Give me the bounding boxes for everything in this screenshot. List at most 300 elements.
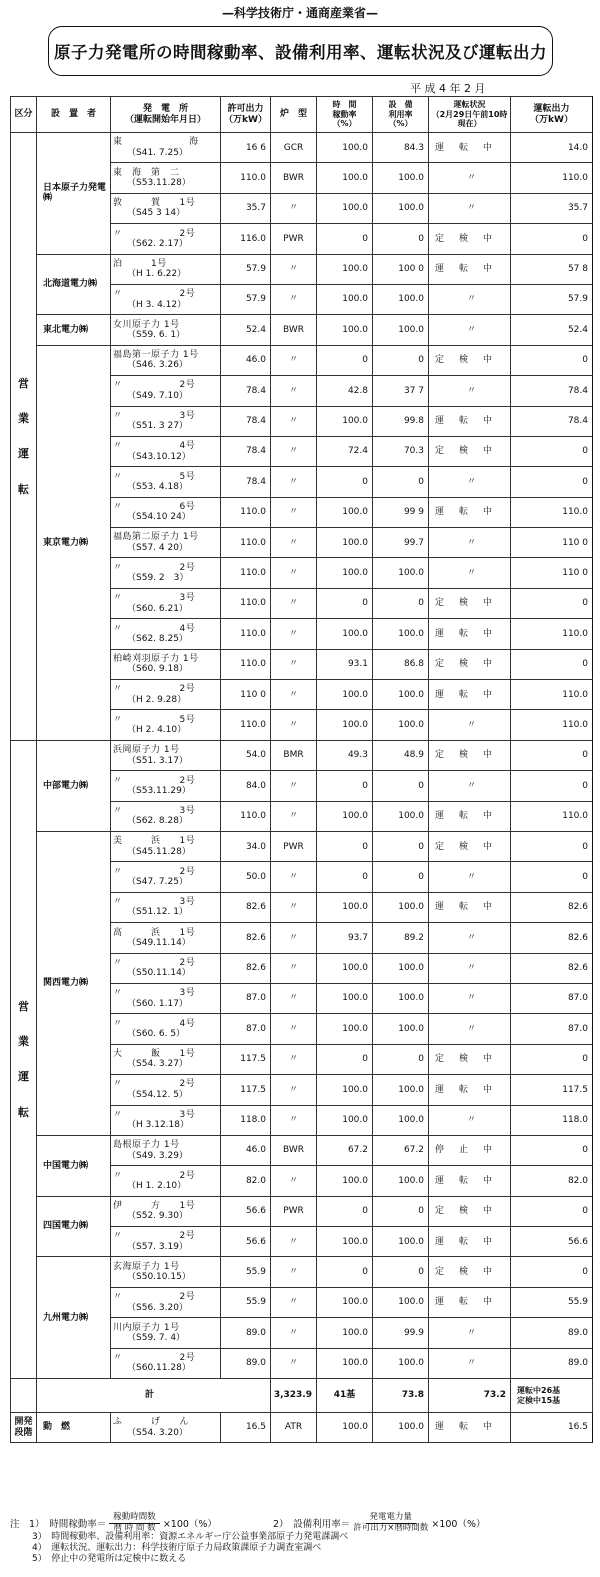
capacity-cell: 87.0 bbox=[221, 983, 271, 1013]
capacity-cell: 84.0 bbox=[221, 771, 271, 801]
util-rate-cell: 100 0 bbox=[373, 254, 429, 284]
util-rate-cell: 100.0 bbox=[373, 801, 429, 831]
util-rate-cell: 0 bbox=[373, 467, 429, 497]
station-name: 美 浜 1号 bbox=[113, 836, 196, 847]
table-row bbox=[11, 1135, 593, 1165]
station-cell bbox=[111, 983, 221, 1013]
station-start-date: （H 2. 9.28） bbox=[127, 694, 187, 705]
reactor-type-cell: PWR bbox=[271, 831, 317, 861]
capacity-cell: 78.4 bbox=[221, 376, 271, 406]
reactor-type-cell: 〃 bbox=[271, 771, 317, 801]
development-row bbox=[11, 1413, 593, 1443]
station-name: 島根原子力 1号 bbox=[113, 1140, 180, 1151]
station-start-date: （S62. 8.25） bbox=[127, 633, 188, 644]
table-row bbox=[11, 254, 593, 284]
output-cell: 0 bbox=[511, 740, 593, 770]
station-cell bbox=[111, 406, 221, 436]
station-name: 〃 4号 bbox=[113, 441, 196, 452]
capacity-cell: 55.9 bbox=[221, 1257, 271, 1287]
station-cell bbox=[111, 892, 221, 922]
total-util-rate: 73.2 bbox=[429, 1379, 511, 1413]
capacity-cell: 78.4 bbox=[221, 436, 271, 466]
station-start-date: （H 3.12.18） bbox=[127, 1120, 189, 1131]
station-start-date: （S46. 3.26） bbox=[127, 360, 188, 371]
output-cell: 110 0 bbox=[511, 528, 593, 558]
station-cell bbox=[111, 862, 221, 892]
station-start-date: （S51. 3.17） bbox=[127, 755, 188, 766]
station-start-date: （H 3. 4.12） bbox=[127, 299, 187, 310]
col-status: 運転状況 （2月29日午前10時現在） bbox=[429, 97, 511, 133]
station-name: 〃 3号 bbox=[113, 988, 196, 999]
station-name: 高 浜 1号 bbox=[113, 927, 196, 938]
station-name: 〃 4号 bbox=[113, 1018, 196, 1029]
station-start-date: （S53.11.29） bbox=[127, 785, 191, 796]
station-cell bbox=[111, 436, 221, 466]
reactor-type-cell: 〃 bbox=[271, 193, 317, 223]
station-name: 〃 3号 bbox=[113, 1109, 196, 1120]
total-units: 41基 bbox=[317, 1379, 373, 1413]
reactor-type-cell: 〃 bbox=[271, 710, 317, 740]
station-start-date: （S54. 3.27） bbox=[127, 1059, 188, 1070]
station-cell bbox=[111, 831, 221, 861]
station-start-date: （S57. 4 20） bbox=[127, 542, 188, 553]
capacity-cell: 55.9 bbox=[221, 1287, 271, 1317]
station-start-date: （S60. 6.21） bbox=[127, 603, 188, 614]
output-cell: 55.9 bbox=[511, 1287, 593, 1317]
station-cell bbox=[111, 710, 221, 740]
util-rate-cell: 100.0 bbox=[373, 680, 429, 710]
operator-name: 東北電力㈱ bbox=[37, 315, 111, 345]
category-label: 営 業 運 転 bbox=[11, 740, 37, 1378]
reactor-type-cell: 〃 bbox=[271, 1166, 317, 1196]
capacity-cell: 110.0 bbox=[221, 801, 271, 831]
output-cell: 0 bbox=[511, 588, 593, 618]
status-cell: 定 検 中 bbox=[429, 588, 511, 618]
station-cell bbox=[111, 1075, 221, 1105]
time-rate-cell: 100.0 bbox=[317, 284, 373, 314]
capacity-cell: 87.0 bbox=[221, 1014, 271, 1044]
util-rate-cell: 100.0 bbox=[373, 558, 429, 588]
output-cell: 110.0 bbox=[511, 801, 593, 831]
output-cell: 110.0 bbox=[511, 680, 593, 710]
reactor-type-cell: BWR bbox=[271, 315, 317, 345]
station-cell bbox=[111, 558, 221, 588]
util-rate-cell: 100.0 bbox=[373, 1166, 429, 1196]
time-rate-cell: 0 bbox=[317, 224, 373, 254]
total-status-inspection: 定検中15基 bbox=[517, 1395, 561, 1405]
operator-name: 北海道電力㈱ bbox=[37, 254, 111, 315]
operator-name: 中部電力㈱ bbox=[37, 740, 111, 831]
util-rate-cell: 100.0 bbox=[373, 315, 429, 345]
station-cell bbox=[111, 1166, 221, 1196]
station-cell bbox=[111, 953, 221, 983]
output-cell: 82.6 bbox=[511, 953, 593, 983]
station-start-date: （S43.10.12） bbox=[127, 451, 191, 462]
note2-tail: ×100（%） bbox=[431, 1519, 486, 1530]
total-label: 計 bbox=[37, 1379, 271, 1413]
station-name: 敦 賀 1号 bbox=[113, 198, 196, 209]
util-rate-cell: 0 bbox=[373, 862, 429, 892]
output-cell: 56.6 bbox=[511, 1227, 593, 1257]
capacity-cell: 110.0 bbox=[221, 588, 271, 618]
station-name: 〃 3号 bbox=[113, 410, 196, 421]
time-rate-cell: 0 bbox=[317, 771, 373, 801]
capacity-cell: 46.0 bbox=[221, 1135, 271, 1165]
time-rate-cell: 0 bbox=[317, 588, 373, 618]
col-station: 発 電 所 （運転開始年月日） bbox=[111, 97, 221, 133]
station-name: 柏崎刈羽原子力 1号 bbox=[113, 653, 199, 664]
capacity-cell: 110.0 bbox=[221, 710, 271, 740]
station-start-date: （S52. 9.30） bbox=[127, 1211, 188, 1222]
station-cell bbox=[111, 1413, 221, 1443]
header-row bbox=[11, 97, 593, 133]
capacity-cell: 57.9 bbox=[221, 254, 271, 284]
output-cell: 0 bbox=[511, 345, 593, 375]
station-start-date: （H 1. 2.10） bbox=[127, 1180, 187, 1191]
util-rate-cell: 99.7 bbox=[373, 528, 429, 558]
util-rate-cell: 100.0 bbox=[373, 953, 429, 983]
station-cell bbox=[111, 1196, 221, 1226]
time-rate-cell: 0 bbox=[317, 862, 373, 892]
note1-fraction bbox=[109, 1513, 160, 1533]
operator-name: 関西電力㈱ bbox=[37, 831, 111, 1135]
time-rate-cell: 100.0 bbox=[317, 1105, 373, 1135]
station-cell bbox=[111, 376, 221, 406]
reactor-type-cell: 〃 bbox=[271, 1348, 317, 1378]
station-cell bbox=[111, 1044, 221, 1074]
station-start-date: （S49.11.14） bbox=[127, 937, 191, 948]
output-cell: 16.5 bbox=[511, 1413, 593, 1443]
status-cell: 〃 bbox=[429, 193, 511, 223]
station-start-date: （S53. 4.18） bbox=[127, 481, 188, 492]
capacity-cell: 110.0 bbox=[221, 497, 271, 527]
total-blank bbox=[11, 1379, 37, 1413]
status-cell: 運 転 中 bbox=[429, 497, 511, 527]
output-cell: 117.5 bbox=[511, 1075, 593, 1105]
util-rate-cell: 100.0 bbox=[373, 1287, 429, 1317]
util-rate-cell: 84.3 bbox=[373, 133, 429, 163]
reactor-type-cell: 〃 bbox=[271, 892, 317, 922]
reactor-type-cell: 〃 bbox=[271, 345, 317, 375]
time-rate-cell: 100.0 bbox=[317, 528, 373, 558]
status-cell: 運 転 中 bbox=[429, 1075, 511, 1105]
reactor-type-cell: 〃 bbox=[271, 376, 317, 406]
note4: 4） 運転状況、運転出力：科学技術庁原子力局政策課原子力調査室調べ bbox=[32, 1543, 322, 1553]
issuer-line: —科学技術庁・通商産業省— bbox=[221, 6, 378, 20]
station-cell bbox=[111, 649, 221, 679]
reactor-type-cell: 〃 bbox=[271, 923, 317, 953]
station-cell bbox=[111, 771, 221, 801]
issue-date: 平 成 4 年 2 月 bbox=[410, 82, 486, 95]
station-name: 〃 2号 bbox=[113, 1231, 196, 1242]
station-cell bbox=[111, 163, 221, 193]
reactor-type-cell: PWR bbox=[271, 1196, 317, 1226]
category-label: 営 業 運 転 bbox=[11, 133, 37, 741]
capacity-cell: 78.4 bbox=[221, 467, 271, 497]
note2-fraction bbox=[353, 1513, 428, 1533]
capacity-cell: 16.5 bbox=[221, 1413, 271, 1443]
capacity-cell: 46.0 bbox=[221, 345, 271, 375]
station-start-date: （S49. 7.10） bbox=[127, 390, 188, 401]
station-cell bbox=[111, 254, 221, 284]
capacity-cell: 110.0 bbox=[221, 163, 271, 193]
status-cell: 定 検 中 bbox=[429, 345, 511, 375]
capacity-cell: 50.0 bbox=[221, 862, 271, 892]
station-start-date: （S54. 3.20） bbox=[127, 1427, 188, 1438]
util-rate-cell: 100.0 bbox=[373, 163, 429, 193]
station-start-date: （S51. 3 27） bbox=[127, 421, 188, 432]
station-cell bbox=[111, 1287, 221, 1317]
status-cell: 運 転 中 bbox=[429, 619, 511, 649]
capacity-cell: 16 6 bbox=[221, 133, 271, 163]
util-rate-cell: 100.0 bbox=[373, 1413, 429, 1443]
capacity-cell: 110.0 bbox=[221, 558, 271, 588]
col-time-rate: 時 間 稼動率 （%） bbox=[317, 97, 373, 133]
capacity-cell: 116.0 bbox=[221, 224, 271, 254]
util-rate-cell: 0 bbox=[373, 1044, 429, 1074]
station-name: 泊 1号 bbox=[113, 258, 167, 269]
station-cell bbox=[111, 1014, 221, 1044]
col-operator: 設 置 者 bbox=[37, 97, 111, 133]
station-cell bbox=[111, 740, 221, 770]
reactor-type-cell: 〃 bbox=[271, 1044, 317, 1074]
status-cell: 定 検 中 bbox=[429, 649, 511, 679]
reactor-type-cell: 〃 bbox=[271, 528, 317, 558]
station-cell bbox=[111, 284, 221, 314]
station-name: 大 飯 1号 bbox=[113, 1049, 196, 1060]
capacity-cell: 54.0 bbox=[221, 740, 271, 770]
capacity-cell: 78.4 bbox=[221, 406, 271, 436]
station-start-date: （S59. 7. 4） bbox=[127, 1332, 186, 1343]
station-start-date: （S45.11.28） bbox=[127, 846, 191, 857]
status-cell: 〃 bbox=[429, 163, 511, 193]
status-cell: 運 転 中 bbox=[429, 1287, 511, 1317]
operator-name: 日本原子力発電㈱ bbox=[37, 133, 111, 255]
status-cell: 〃 bbox=[429, 1318, 511, 1348]
note1-label: 注 1） 時間稼動率＝ bbox=[10, 1519, 107, 1530]
station-name: 〃 3号 bbox=[113, 897, 196, 908]
reactor-type-cell: 〃 bbox=[271, 588, 317, 618]
reactor-type-cell: BWR bbox=[271, 163, 317, 193]
status-cell: 定 検 中 bbox=[429, 740, 511, 770]
station-name: 〃 5号 bbox=[113, 714, 196, 725]
station-name: 伊 方 1号 bbox=[113, 1201, 196, 1212]
table-row bbox=[11, 1257, 593, 1287]
station-start-date: （S57. 3.19） bbox=[127, 1241, 188, 1252]
capacity-cell: 82.6 bbox=[221, 923, 271, 953]
util-rate-cell: 100.0 bbox=[373, 1105, 429, 1135]
station-start-date: （S41. 7.25） bbox=[127, 147, 188, 158]
col-kubun: 区分 bbox=[11, 97, 37, 133]
station-name: 〃 4号 bbox=[113, 623, 196, 634]
status-cell: 〃 bbox=[429, 862, 511, 892]
reactor-type-cell: 〃 bbox=[271, 619, 317, 649]
station-start-date: （H 2. 4.10） bbox=[127, 725, 187, 736]
status-cell: 定 検 中 bbox=[429, 436, 511, 466]
output-cell: 0 bbox=[511, 649, 593, 679]
status-cell: 〃 bbox=[429, 558, 511, 588]
output-cell: 82.0 bbox=[511, 1166, 593, 1196]
output-cell: 110.0 bbox=[511, 163, 593, 193]
station-name: 〃 2号 bbox=[113, 562, 196, 573]
station-name: 〃 2号 bbox=[113, 957, 196, 968]
reactor-type-cell: PWR bbox=[271, 224, 317, 254]
station-name: 〃 2号 bbox=[113, 1352, 196, 1363]
output-cell: 110.0 bbox=[511, 497, 593, 527]
time-rate-cell: 0 bbox=[317, 1257, 373, 1287]
station-start-date: （S60.11.28） bbox=[127, 1363, 191, 1374]
time-rate-cell: 100.0 bbox=[317, 193, 373, 223]
status-cell: 〃 bbox=[429, 953, 511, 983]
station-start-date: （S62. 8.28） bbox=[127, 816, 188, 827]
station-cell bbox=[111, 1318, 221, 1348]
util-rate-cell: 100.0 bbox=[373, 1348, 429, 1378]
time-rate-cell: 100.0 bbox=[317, 315, 373, 345]
operator-name: 中国電力㈱ bbox=[37, 1135, 111, 1196]
station-name: 〃 2号 bbox=[113, 228, 196, 239]
capacity-cell: 82.6 bbox=[221, 953, 271, 983]
time-rate-cell: 0 bbox=[317, 831, 373, 861]
status-cell: 〃 bbox=[429, 467, 511, 497]
output-cell: 0 bbox=[511, 771, 593, 801]
output-cell: 0 bbox=[511, 1257, 593, 1287]
reactor-type-cell: 〃 bbox=[271, 406, 317, 436]
station-name: 女川原子力 1号 bbox=[113, 319, 180, 330]
station-start-date: （H 1. 6.22） bbox=[127, 269, 187, 280]
station-start-date: （S59. 2 3） bbox=[127, 573, 189, 584]
table-row bbox=[11, 315, 593, 345]
reactor-type-cell: 〃 bbox=[271, 1014, 317, 1044]
station-name: 〃 3号 bbox=[113, 593, 196, 604]
station-cell bbox=[111, 1257, 221, 1287]
output-cell: 57.9 bbox=[511, 284, 593, 314]
status-cell: 停 止 中 bbox=[429, 1135, 511, 1165]
station-name: 福島第一原子力 1号 bbox=[113, 350, 199, 361]
reactor-type-cell: 〃 bbox=[271, 680, 317, 710]
station-name: 〃 2号 bbox=[113, 1170, 196, 1181]
util-rate-cell: 70.3 bbox=[373, 436, 429, 466]
util-rate-cell: 0 bbox=[373, 771, 429, 801]
status-cell: 運 転 中 bbox=[429, 133, 511, 163]
time-rate-cell: 49.3 bbox=[317, 740, 373, 770]
status-cell: 運 転 中 bbox=[429, 254, 511, 284]
output-cell: 0 bbox=[511, 224, 593, 254]
station-cell bbox=[111, 315, 221, 345]
reactor-type-cell: ATR bbox=[271, 1413, 317, 1443]
capacity-cell: 52.4 bbox=[221, 315, 271, 345]
station-name: 東 海 第 二 bbox=[113, 167, 180, 178]
status-cell: 〃 bbox=[429, 771, 511, 801]
station-start-date: （S53.11.28） bbox=[127, 178, 191, 189]
station-start-date: （S49. 3.29） bbox=[127, 1150, 188, 1161]
time-rate-cell: 100.0 bbox=[317, 1348, 373, 1378]
station-name: ふ げ ん bbox=[113, 1417, 190, 1428]
status-cell: 運 転 中 bbox=[429, 406, 511, 436]
status-cell: 運 転 中 bbox=[429, 1413, 511, 1443]
status-cell: 〃 bbox=[429, 710, 511, 740]
time-rate-cell: 100.0 bbox=[317, 801, 373, 831]
output-cell: 0 bbox=[511, 831, 593, 861]
util-rate-cell: 100.0 bbox=[373, 1227, 429, 1257]
util-rate-cell: 100.0 bbox=[373, 284, 429, 314]
station-cell bbox=[111, 224, 221, 254]
reactor-type-cell: BWR bbox=[271, 1135, 317, 1165]
reactor-type-cell: 〃 bbox=[271, 558, 317, 588]
table-row bbox=[11, 740, 593, 770]
note1-numerator: 稼動時間数 bbox=[109, 1513, 160, 1523]
util-rate-cell: 0 bbox=[373, 831, 429, 861]
station-name: 東 海 bbox=[113, 137, 199, 148]
col-capacity: 許可出力 （万kW） bbox=[221, 97, 271, 133]
station-name: 〃 2号 bbox=[113, 775, 196, 786]
category-label-development: 開発段階 bbox=[11, 1413, 37, 1443]
table-row bbox=[11, 1196, 593, 1226]
status-cell: 定 検 中 bbox=[429, 1044, 511, 1074]
total-capacity: 3,323.9 bbox=[271, 1379, 317, 1413]
station-name: 〃 2号 bbox=[113, 684, 196, 695]
capacity-cell: 56.6 bbox=[221, 1196, 271, 1226]
capacity-cell: 110.0 bbox=[221, 649, 271, 679]
status-cell: 〃 bbox=[429, 315, 511, 345]
capacity-cell: 110.0 bbox=[221, 528, 271, 558]
util-rate-cell: 99 9 bbox=[373, 497, 429, 527]
station-start-date: （S50.10.15） bbox=[127, 1272, 191, 1283]
output-cell: 0 bbox=[511, 862, 593, 892]
capacity-cell: 118.0 bbox=[221, 1105, 271, 1135]
notes bbox=[10, 1514, 595, 1565]
output-cell: 87.0 bbox=[511, 983, 593, 1013]
output-cell: 87.0 bbox=[511, 1014, 593, 1044]
total-time-rate: 73.8 bbox=[373, 1379, 429, 1413]
reactor-type-cell: 〃 bbox=[271, 436, 317, 466]
note3: 3） 時間稼動率、設備利用率：資源エネルギー庁公益事業部原子力発電課調べ bbox=[32, 1532, 349, 1542]
station-name: 〃 2号 bbox=[113, 289, 196, 300]
capacity-cell: 56.6 bbox=[221, 1227, 271, 1257]
operator-name: 動 燃 bbox=[37, 1413, 111, 1443]
output-cell: 0 bbox=[511, 1044, 593, 1074]
output-cell: 82.6 bbox=[511, 892, 593, 922]
station-name: 浜岡原子力 1号 bbox=[113, 745, 180, 756]
station-cell bbox=[111, 923, 221, 953]
reactor-type-cell: 〃 bbox=[271, 1257, 317, 1287]
capacity-cell: 82.6 bbox=[221, 892, 271, 922]
capacity-cell: 82.0 bbox=[221, 1166, 271, 1196]
station-cell bbox=[111, 1227, 221, 1257]
total-status-running: 運転中26基 bbox=[517, 1386, 561, 1396]
station-start-date: （S45 3 14） bbox=[127, 208, 186, 219]
station-name: 〃 3号 bbox=[113, 805, 196, 816]
capacity-cell: 110.0 bbox=[221, 619, 271, 649]
reactor-type-cell: 〃 bbox=[271, 801, 317, 831]
time-rate-cell: 100.0 bbox=[317, 133, 373, 163]
station-name: 〃 2号 bbox=[113, 380, 196, 391]
col-util-rate: 設 備 利用率 （%） bbox=[373, 97, 429, 133]
reactor-type-cell: 〃 bbox=[271, 983, 317, 1013]
util-rate-cell: 100.0 bbox=[373, 892, 429, 922]
util-rate-cell: 0 bbox=[373, 1257, 429, 1287]
operator-name: 東京電力㈱ bbox=[37, 345, 111, 740]
output-cell: 0 bbox=[511, 467, 593, 497]
util-rate-cell: 100.0 bbox=[373, 710, 429, 740]
reactor-type-cell: 〃 bbox=[271, 1227, 317, 1257]
document-title-text: 原子力発電所の時間稼動率、設備利用率、運転状況及び運転出力 bbox=[54, 43, 547, 62]
status-cell: 運 転 中 bbox=[429, 801, 511, 831]
capacity-cell: 89.0 bbox=[221, 1348, 271, 1378]
time-rate-cell: 100.0 bbox=[317, 983, 373, 1013]
operator-name: 四国電力㈱ bbox=[37, 1196, 111, 1257]
output-cell: 82.6 bbox=[511, 923, 593, 953]
col-output: 運転出力 （万kW） bbox=[511, 97, 593, 133]
